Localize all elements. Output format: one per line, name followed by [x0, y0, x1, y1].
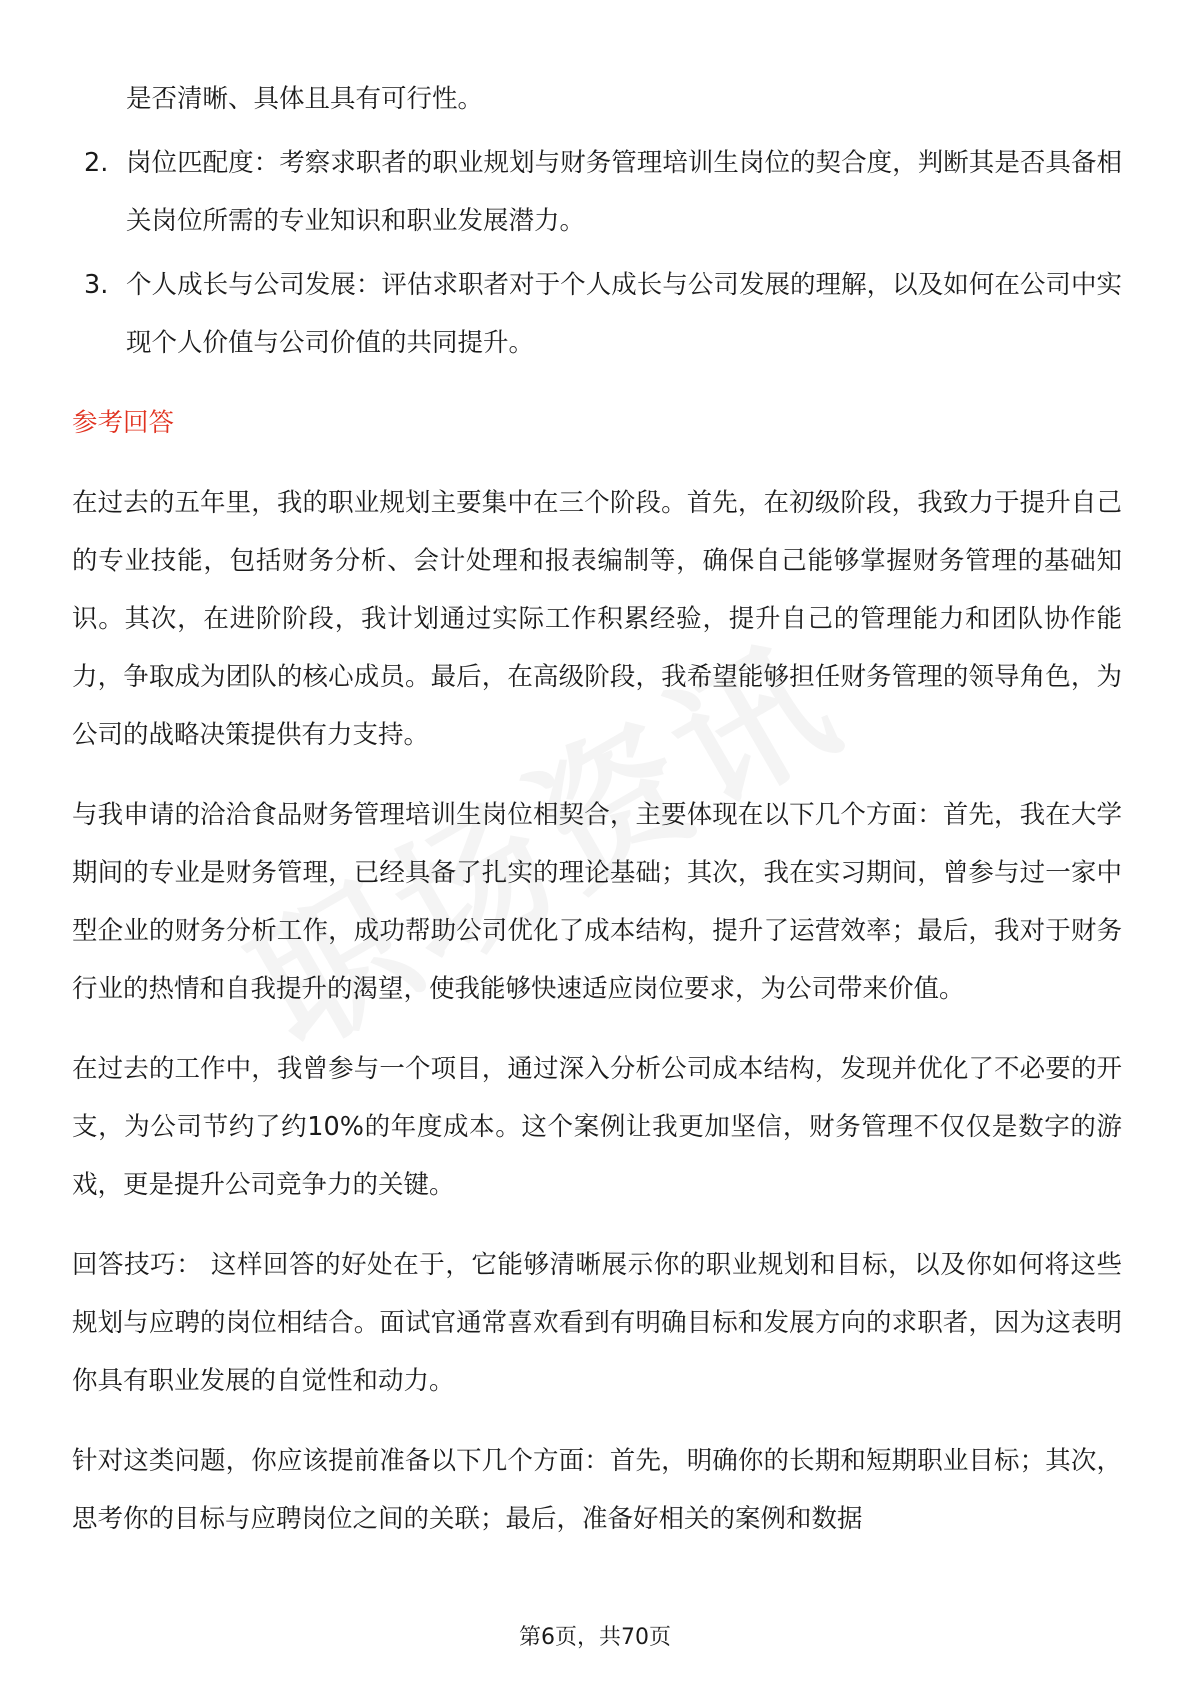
list-number: 3.	[84, 270, 109, 300]
list-item-2	[72, 134, 1122, 250]
paragraph-project-case: 在过去的工作中，我曾参与一个项目，通过深入分析公司成本结构，发现并优化了不必要的开支，为公司节约了约10%的年度成本。这个案例让我更加坚信，财务管理不仅仅是数字的游戏，更是提升公司竞争力的关键。	[72, 1054, 1122, 1200]
list-item-1-continuation: 是否清晰、具体且具有可行性。	[126, 84, 484, 114]
list-number: 2.	[84, 148, 109, 178]
paragraph-job-fit: 与我申请的洽洽食品财务管理培训生岗位相契合，主要体现在以下几个方面：首先，我在大学期间的专业是财务管理，已经具备了扎实的理论基础；其次，我在实习期间，曾参与过一家中型企业的财务分析工作，成功帮助公司优化了成本结构，提升了运营效率；最后，我对于财务行业的热情和自我提升的渴望，使我能够快速适应岗位要求，为公司带来价值。	[72, 800, 1122, 1004]
paragraph-preparation: 针对这类问题，你应该提前准备以下几个方面：首先，明确你的长期和短期职业目标；其次，思考你的目标与应聘岗位之间的关联；最后，准备好相关的案例和数据	[72, 1446, 1122, 1534]
paragraph-career-plan: 在过去的五年里，我的职业规划主要集中在三个阶段。首先，在初级阶段，我致力于提升自己的专业技能，包括财务分析、会计处理和报表编制等，确保自己能够掌握财务管理的基础知识。其次，在进阶阶段，我计划通过实际工作积累经验，提升自己的管理能力和团队协作能力，争取成为团队的核心成员。最后，在高级阶段，我希望能够担任财务管理的领导角色，为公司的战略决策提供有力支持。	[72, 488, 1122, 750]
document-body	[72, 70, 1122, 1548]
list-item-text: 个人成长与公司发展：评估求职者对于个人成长与公司发展的理解，以及如何在公司中实现个人价值与公司价值的共同提升。	[126, 270, 1122, 358]
page-number: 第6页，共70页	[519, 1625, 671, 1650]
paragraph-answer-tips: 回答技巧： 这样回答的好处在于，它能够清晰展示你的职业规划和目标，以及你如何将这些规划与应聘的岗位相结合。面试官通常喜欢看到有明确目标和发展方向的求职者，因为这表明你具有职业发展的自觉性和动力。	[72, 1250, 1122, 1396]
list-item-text: 岗位匹配度：考察求职者的职业规划与财务管理培训生岗位的契合度，判断其是否具备相关岗位所需的专业知识和职业发展潜力。	[126, 148, 1122, 236]
list-item-3	[72, 256, 1122, 372]
section-title: 参考回答	[72, 408, 175, 438]
